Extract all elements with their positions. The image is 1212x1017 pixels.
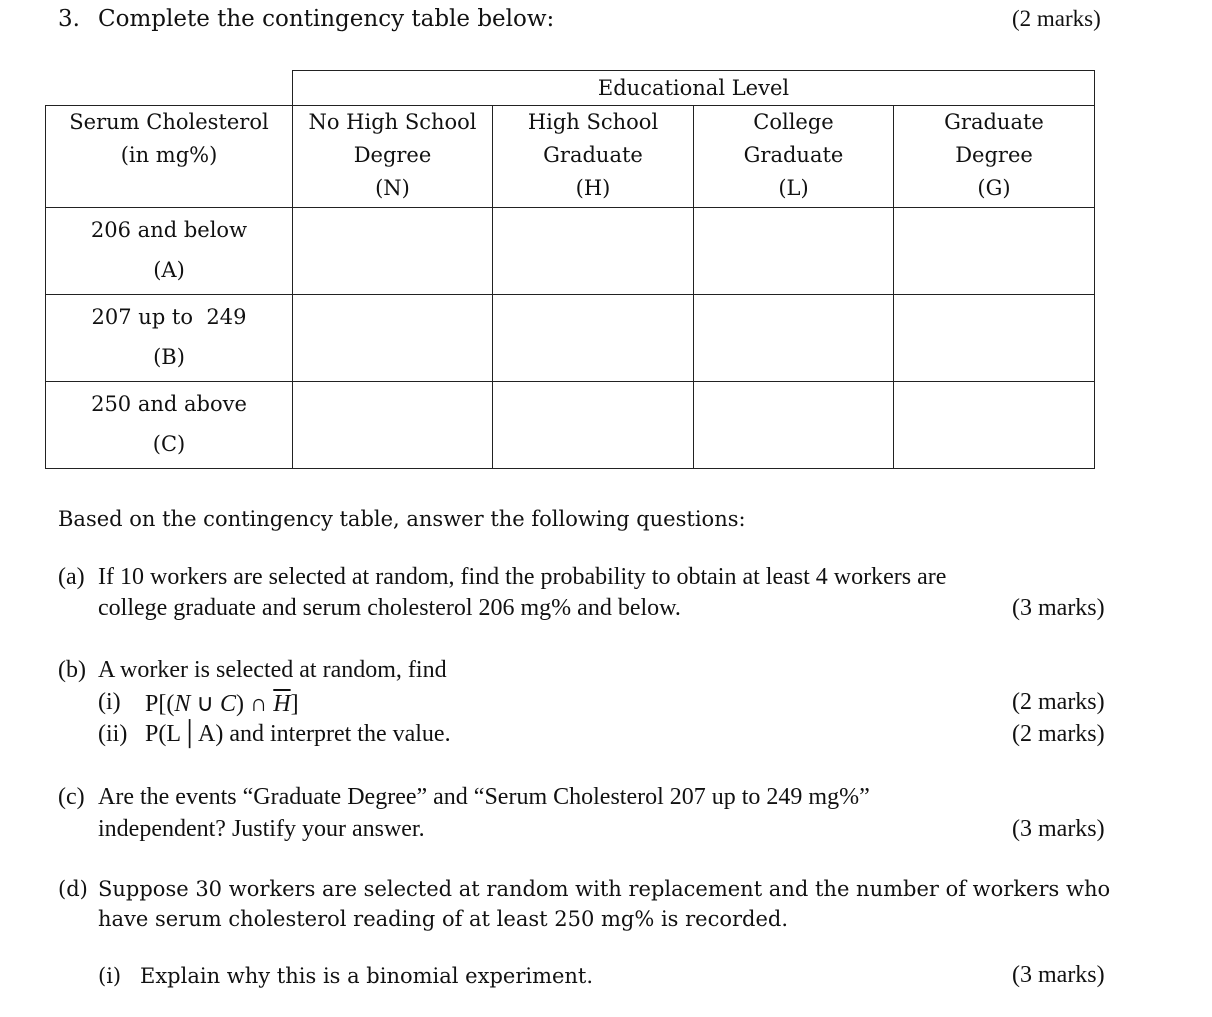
table-corner xyxy=(46,71,293,106)
column-header-line: Graduate xyxy=(543,143,643,167)
row-label-c xyxy=(46,382,293,469)
part-c-marks: (3 marks) xyxy=(1012,816,1105,842)
group-header: Educational Level xyxy=(293,71,1095,106)
row-header-line: (in mg%) xyxy=(120,143,218,167)
table-cell[interactable] xyxy=(493,208,694,295)
column-header-n xyxy=(293,106,493,208)
column-header-line: Degree xyxy=(955,143,1033,167)
row-label-line: 250 and above xyxy=(91,392,247,416)
part-d-label: (d) xyxy=(58,877,88,901)
column-header-line: College xyxy=(753,110,834,134)
expr-prefix: P[( xyxy=(145,691,175,717)
table-cell[interactable] xyxy=(694,208,894,295)
intro-text: Based on the contingency table, answer the following questions: xyxy=(58,507,746,531)
row-header-line: Serum Cholesterol xyxy=(69,110,269,134)
column-header-line: (G) xyxy=(977,176,1011,200)
row-label-line: 206 and below xyxy=(90,218,248,242)
part-d-line2: have serum cholesterol reading of at least 250 mg% is recorded. xyxy=(98,907,789,931)
part-d-i-text: Explain why this is a binomial experiment. xyxy=(140,964,594,988)
part-a-label: (a) xyxy=(58,564,85,590)
question-title: Complete the contingency table below: xyxy=(98,6,555,32)
part-b-ii-marks: (2 marks) xyxy=(1012,721,1105,747)
column-header-line: (L) xyxy=(778,176,809,200)
row-header-cell xyxy=(46,106,293,208)
table-row xyxy=(46,295,1095,382)
part-b-ii-text: P(L│A) and interpret the value. xyxy=(145,721,451,747)
column-header-h xyxy=(493,106,694,208)
part-a-line2: college graduate and serum cholesterol 206 mg% and below. xyxy=(98,595,681,621)
column-header-line: (N) xyxy=(375,176,410,200)
part-c-line1: Are the events “Graduate Degree” and “Serum Cholesterol 207 up to 249 mg%” xyxy=(98,784,870,810)
part-b-text: A worker is selected at random, find xyxy=(98,657,447,683)
expr-intersect: ) ∩ xyxy=(235,691,274,717)
part-d-i-marks: (3 marks) xyxy=(1012,962,1105,988)
part-b-ii-label: (ii) xyxy=(98,721,128,747)
row-label-line: (C) xyxy=(152,432,186,456)
column-header-line: Graduate xyxy=(743,143,844,167)
part-a-line1: If 10 workers are selected at random, find the probability to obtain at least 4 workers are xyxy=(98,564,947,590)
table-cell[interactable] xyxy=(894,295,1095,382)
table-cell[interactable] xyxy=(293,208,493,295)
part-d-i-label: (i) xyxy=(98,964,122,988)
part-b-i-label: (i) xyxy=(98,689,121,715)
table-cell[interactable] xyxy=(894,208,1095,295)
part-b-i-expression xyxy=(145,689,299,718)
part-d-line1: Suppose 30 workers are selected at random with replacement and the number of workers who xyxy=(98,877,1111,901)
column-header-line: Degree xyxy=(353,143,432,167)
column-header-line: High School xyxy=(527,110,659,134)
expr-n: N xyxy=(174,691,191,717)
table-cell[interactable] xyxy=(894,382,1095,469)
table-row xyxy=(46,208,1095,295)
column-header-line: (H) xyxy=(575,176,611,200)
row-label-b xyxy=(46,295,293,382)
part-c-line2: independent? Justify your answer. xyxy=(98,816,425,842)
table-row xyxy=(46,382,1095,469)
table-cell[interactable] xyxy=(694,295,894,382)
part-b-i-marks: (2 marks) xyxy=(1012,689,1105,715)
column-header-l xyxy=(694,106,894,208)
question-marks: (2 marks) xyxy=(1012,6,1101,31)
row-label-a xyxy=(46,208,293,295)
expr-union: ∪ xyxy=(190,691,220,717)
table-cell[interactable] xyxy=(293,295,493,382)
part-a-marks: (3 marks) xyxy=(1012,595,1105,621)
column-header-g xyxy=(894,106,1095,208)
column-header-line: No High School xyxy=(308,110,477,134)
row-label-line: (B) xyxy=(153,345,185,369)
table-cell[interactable] xyxy=(694,382,894,469)
expr-c: C xyxy=(219,691,236,717)
row-label-line: (A) xyxy=(153,258,185,282)
part-c-label: (c) xyxy=(58,784,85,810)
part-b-label: (b) xyxy=(58,657,86,683)
table-cell[interactable] xyxy=(493,382,694,469)
question-number: 3. xyxy=(58,6,80,32)
column-header-line: Graduate xyxy=(944,110,1044,134)
expr-end: ] xyxy=(290,691,299,717)
table-cell[interactable] xyxy=(493,295,694,382)
contingency-table xyxy=(45,70,1095,469)
row-label-line: 207 up to 249 xyxy=(91,305,247,329)
table-cell[interactable] xyxy=(293,382,493,469)
expr-h-bar: $\overline{H}$ xyxy=(273,691,291,717)
